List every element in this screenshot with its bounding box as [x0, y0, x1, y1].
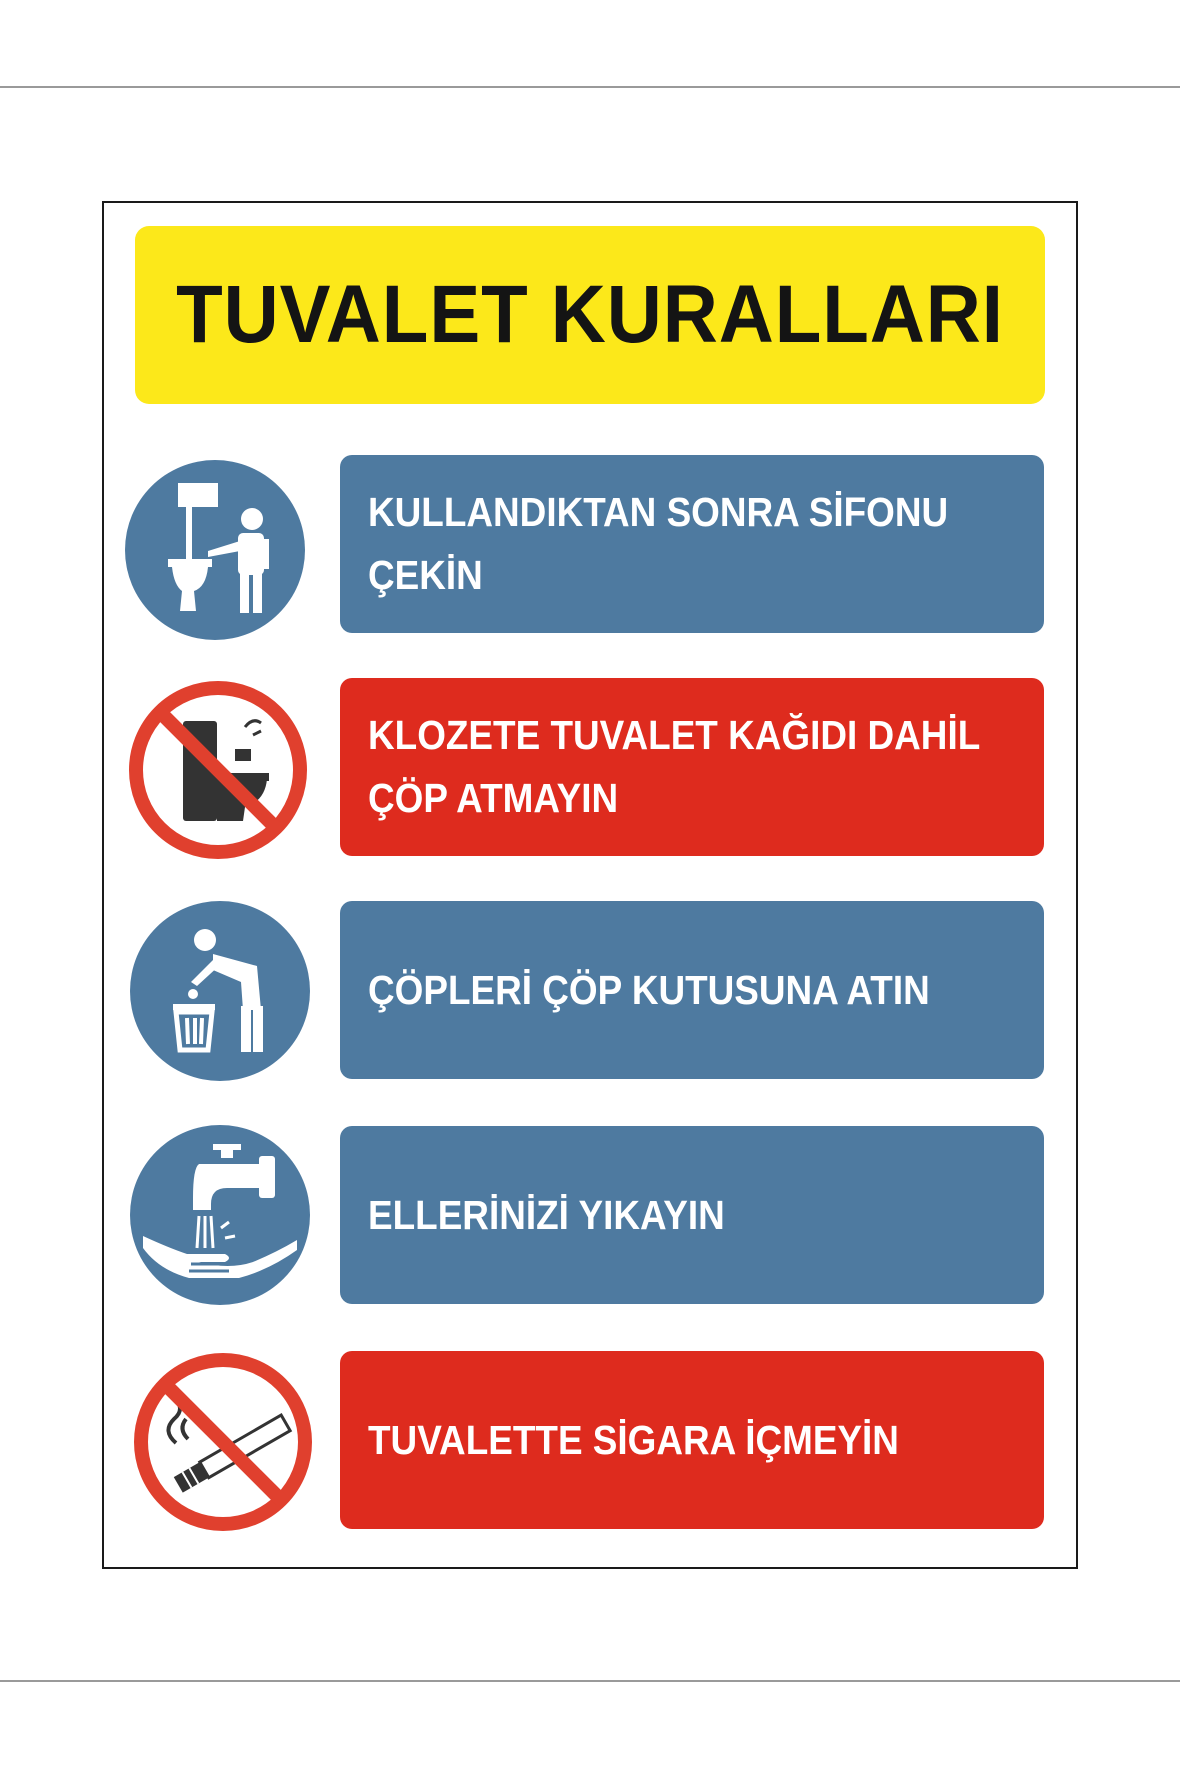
- title-banner: [135, 226, 1045, 404]
- use-trash-bin-icon: [129, 900, 311, 1082]
- no-smoking-icon: [132, 1351, 314, 1533]
- flush-toilet-icon: [124, 459, 306, 641]
- rule-3-line-1: ÇÖPLERİ ÇÖP KUTUSUNA ATIN: [368, 966, 930, 1013]
- sign-title: TUVALET KURALLARI: [176, 269, 1004, 360]
- rule-1-line-1: KULLANDIKTAN SONRA SİFONU: [368, 489, 949, 535]
- rule-bar-5: [340, 1351, 1044, 1529]
- wash-hands-icon: [129, 1124, 311, 1306]
- rule-bar-4: [340, 1126, 1044, 1304]
- rule-5-line-1: TUVALETTE SİGARA İÇMEYİN: [368, 1416, 899, 1463]
- rule-1-line-2: ÇEKİN: [368, 552, 483, 598]
- rule-bar-3: [340, 901, 1044, 1079]
- rule-bar-2: [340, 678, 1044, 856]
- rule-4-line-1: ELLERİNİZİ YIKAYIN: [368, 1191, 725, 1238]
- rule-bar-1: [340, 455, 1044, 633]
- no-garbage-in-toilet-icon: [127, 679, 309, 861]
- rule-2-line-2: ÇÖP ATMAYIN: [368, 775, 619, 821]
- rule-2-line-1: KLOZETE TUVALET KAĞIDI DAHİL: [368, 712, 981, 758]
